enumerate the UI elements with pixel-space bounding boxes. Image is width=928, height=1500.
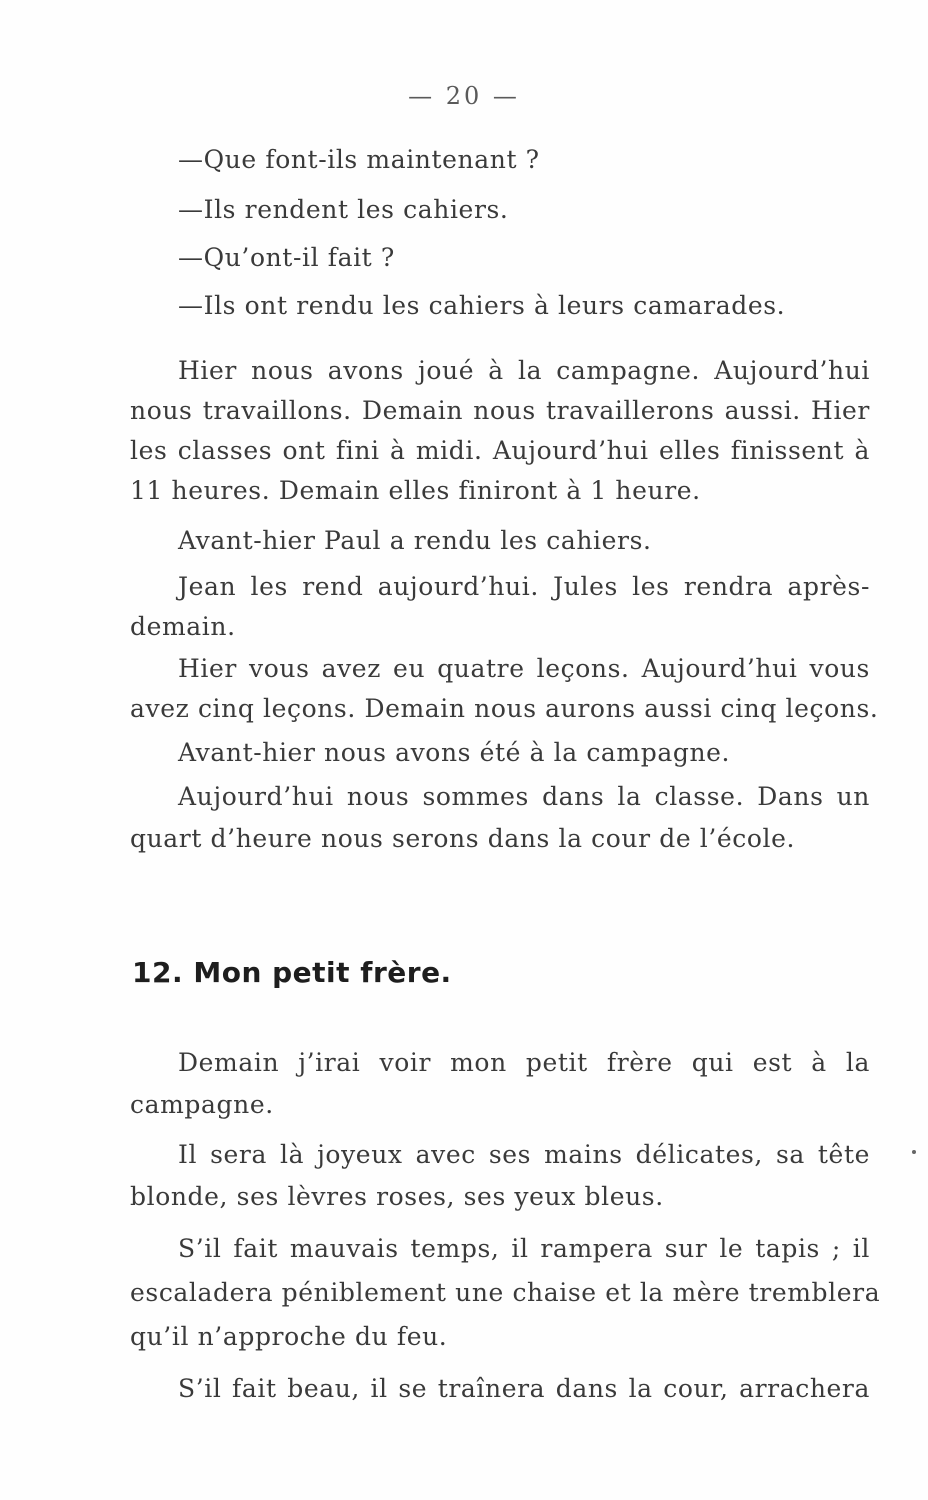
- dialogue-line: —Ils ont rendu les cahiers à leurs camarades.: [178, 291, 786, 320]
- ink-speck: [912, 1150, 916, 1154]
- section-paragraph-line: campagne.: [130, 1090, 274, 1119]
- paragraph-line: avez cinq leçons. Demain nous aurons aussi cinq leçons.: [130, 694, 879, 723]
- section-paragraph-line: blonde, ses lèvres roses, ses yeux bleus.: [130, 1182, 664, 1211]
- paragraph-line: Hier vous avez eu quatre leçons. Aujourd’hui vous: [178, 654, 870, 683]
- section-heading: 12. Mon petit frère.: [132, 956, 452, 989]
- page-number: — 20 —: [408, 82, 520, 110]
- paragraph-line: demain.: [130, 612, 236, 641]
- section-paragraph-line: S’il fait beau, il se traînera dans la cour, arrachera: [178, 1374, 870, 1403]
- dialogue-line: —Ils rendent les cahiers.: [178, 195, 509, 224]
- paragraph-line: nous travaillons. Demain nous travaillerons aussi. Hier: [130, 396, 870, 425]
- paragraph-line: Avant-hier nous avons été à la campagne.: [178, 738, 731, 767]
- section-paragraph-line: Il sera là joyeux avec ses mains délicates, sa tête: [178, 1140, 870, 1169]
- section-paragraph-line: Demain j’irai voir mon petit frère qui est à la: [178, 1048, 870, 1077]
- section-paragraph-line: escaladera péniblement une chaise et la mère tremblera: [130, 1278, 881, 1307]
- paragraph-line: Hier nous avons joué à la campagne. Aujourd’hui: [178, 356, 870, 385]
- paragraph-line: Aujourd’hui nous sommes dans la classe. Dans un: [178, 782, 870, 811]
- paragraph-line: 11 heures. Demain elles finiront à 1 heure.: [130, 476, 701, 505]
- paragraph-line: Avant-hier Paul a rendu les cahiers.: [178, 526, 652, 555]
- paragraph-line: Jean les rend aujourd’hui. Jules les rendra après-: [178, 572, 870, 601]
- paragraph-line: les classes ont fini à midi. Aujourd’hui elles finissent à: [130, 436, 870, 465]
- paragraph-line: quart d’heure nous serons dans la cour de l’école.: [130, 824, 796, 853]
- section-paragraph-line: qu’il n’approche du feu.: [130, 1322, 448, 1351]
- section-paragraph-line: S’il fait mauvais temps, il rampera sur le tapis ; il: [178, 1234, 870, 1263]
- dialogue-line: —Que font-ils maintenant ?: [178, 145, 540, 174]
- dialogue-line: —Qu’ont-il fait ?: [178, 243, 395, 272]
